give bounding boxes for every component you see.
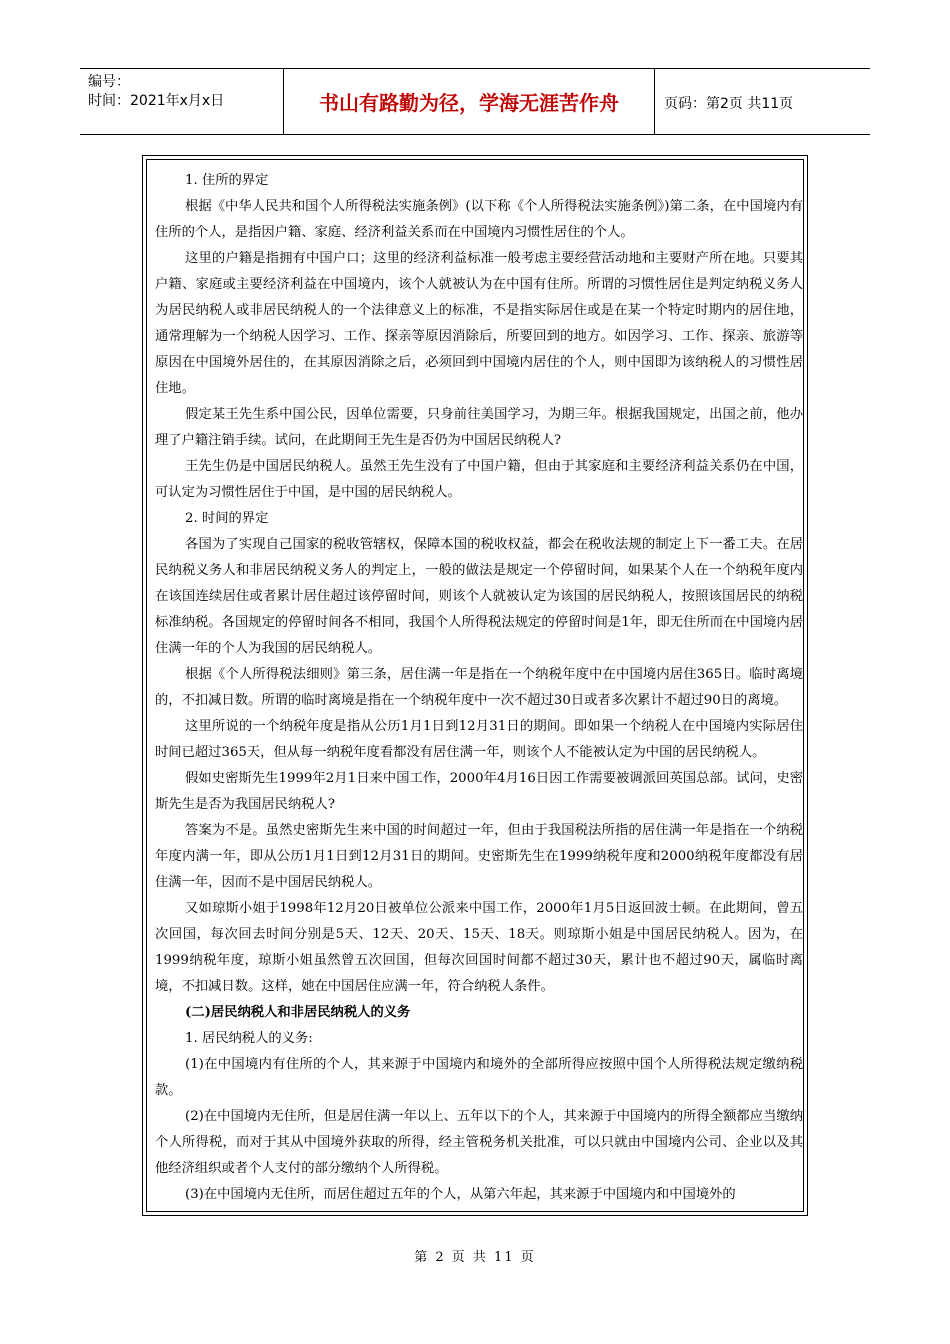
document-number-label: 编号： <box>88 74 130 90</box>
paragraph: 根据《个人所得税法细则》第三条，居住满一年是指在一个纳税年度中在中国境内居住365日。临时离境的，不扣减日数。所谓的临时离境是指在一个纳税年度中一次不超过30日或者多次累计不超过90日的离境。 <box>155 667 803 708</box>
document-date-label: 时间：2021年x月x日 <box>88 93 225 109</box>
paragraph: 各国为了实现自己国家的税收管辖权，保障本国的税收权益，都会在税收法规的制定上下一番工夫。在居民纳税义务人和非居民纳税义务人的判定上，一般的做法是规定一个停留时间，如果某个人在一个纳税年度内在该国连续居住或者累计居住超过该停留时间，则该个人就被认定为该国的居民纳税人，按照该国居民的纳税标准纳税。各国规定的停留时间各不相同，我国个人所得税法规定的停留时间是1年，即无住所而在中国境内居住满一年的个人为我国的居民纳税人。 <box>155 537 803 656</box>
header-page-label: 页码：第2页 共11页 <box>664 96 794 112</box>
paragraph: 假定某王先生系中国公民，因单位需要，只身前往美国学习，为期三年。根据我国规定，出国之前，他办理了户籍注销手续。试问，在此期间王先生是否仍为中国居民纳税人? <box>155 407 803 448</box>
page-header <box>80 68 870 135</box>
section-heading: 1. 居民纳税人的义务: <box>185 1031 313 1046</box>
header-meta <box>88 73 288 111</box>
paragraph: 这里的户籍是指拥有中国户口；这里的经济利益标准一般考虑主要经营活动地和主要财产所在地。只要其户籍、家庭或主要经济利益在中国境内，该个人就被认为在中国有住所。所谓的习惯性居住是判定纳税义务人为居民纳税人或非居民纳税人的一个法律意义上的标准，不是指实际居住或是在某一个特定时期内的居住地，通常理解为一个纳税人因学习、工作、探亲等原因消除后，所要回到的地方。如因学习、工作、探亲、旅游等原因在中国境外居住的，在其原因消除之后，必须回到中国境内居住的个人，则中国即为该纳税人的习惯性居住地。 <box>155 251 803 396</box>
body-text <box>155 168 803 1208</box>
subsection-heading: (二)居民纳税人和非居民纳税人的义务 <box>185 1005 411 1020</box>
content-frame-inner <box>146 159 804 1212</box>
paragraph: 这里所说的一个纳税年度是指从公历1月1日到12月31日的期间。即如果一个纳税人在中国境内实际居住时间已超过365天，但从每一纳税年度看都没有居住满一年，则该个人不能被认定为中国的居民纳税人。 <box>155 719 803 760</box>
paragraph: 答案为不是。虽然史密斯先生来中国的时间超过一年，但由于我国税法所指的居住满一年是指在一个纳税年度内满一年，即从公历1月1日到12月31日的期间。史密斯先生在1999纳税年度和2000纳税年度都没有居住满一年，因而不是中国居民纳税人。 <box>155 823 803 890</box>
paragraph: 假如史密斯先生1999年2月1日来中国工作，2000年4月16日因工作需要被调派回英国总部。试问，史密斯先生是否为我国居民纳税人? <box>155 771 803 812</box>
paragraph: (1)在中国境内有住所的个人，其来源于中国境内和境外的全部所得应按照中国个人所得税法规定缴纳税款。 <box>155 1057 803 1098</box>
paragraph: (2)在中国境内无住所，但是居住满一年以上、五年以下的个人，其来源于中国境内的所得全额都应当缴纳个人所得税，而对于其从中国境外获取的所得，经主管税务机关批准，可以只就由中国境内公司、企业以及其他经济组织或者个人支付的部分缴纳个人所得税。 <box>155 1109 803 1176</box>
header-motto: 书山有路勤为径，学海无涯苦作舟 <box>319 91 619 115</box>
section-heading: 2. 时间的界定 <box>185 511 269 526</box>
content-frame <box>142 155 808 1216</box>
section-heading: 1. 住所的界定 <box>185 173 269 188</box>
page-footer: 第 2 页 共 11 页 <box>414 1250 536 1265</box>
paragraph: 又如琼斯小姐于1998年12月20日被单位公派来中国工作，2000年1月5日返回波士顿。在此期间，曾五次回国，每次回去时间分别是5天、12天、20天、15天、18天。则琼斯小姐是中国居民纳税人。因为，在1999纳税年度，琼斯小姐虽然曾五次回国，但每次回国时间都不超过30天，累计也不超过90天，属临时离境，不扣减日数。这样，她在中国居住应满一年，符合纳税人条件。 <box>155 901 803 994</box>
paragraph: (3)在中国境内无住所，而居住超过五年的个人，从第六年起，其来源于中国境内和中国境外的 <box>185 1187 736 1202</box>
paragraph: 王先生仍是中国居民纳税人。虽然王先生没有了中国户籍，但由于其家庭和主要经济利益关系仍在中国，可认定为习惯性居住于中国，是中国的居民纳税人。 <box>155 459 803 500</box>
paragraph: 根据《中华人民共和国个人所得税法实施条例》(以下称《个人所得税法实施条例》)第二条，在中国境内有住所的个人，是指因户籍、家庭、经济利益关系而在中国境内习惯性居住的个人。 <box>155 199 803 240</box>
header-divider <box>654 69 655 134</box>
